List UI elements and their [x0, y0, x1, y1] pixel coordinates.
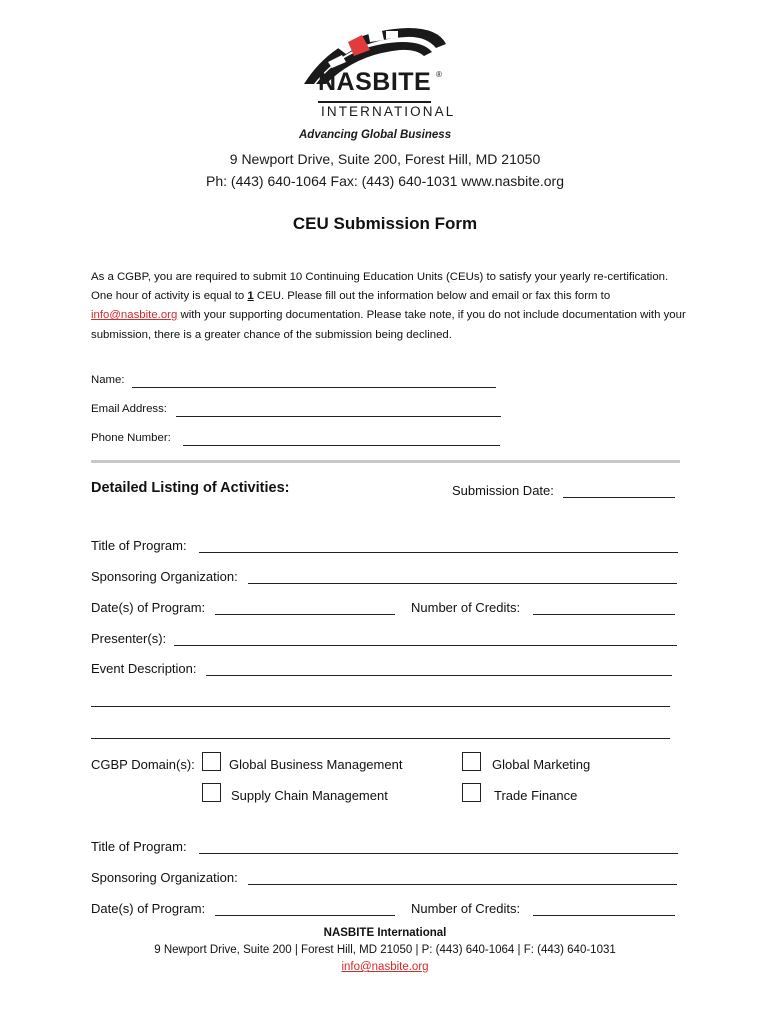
- event-description-line-2[interactable]: [91, 706, 670, 707]
- domain-checkbox-global-business-management[interactable]: [202, 752, 221, 771]
- domain-label-supply-chain-management: Supply Chain Management: [231, 788, 388, 803]
- header-address: 9 Newport Drive, Suite 200, Forest Hill, MD 21050: [229, 151, 541, 167]
- logo-wordmark: NASBITE: [318, 68, 432, 96]
- header-contact: Ph: (443) 640-1064 Fax: (443) 640-1031 www.nasbite.org: [206, 173, 564, 189]
- program-title-field[interactable]: [199, 552, 678, 553]
- domains-label: CGBP Domain(s):: [91, 757, 195, 772]
- credits-field-2[interactable]: [533, 915, 675, 916]
- activities-section-title: Detailed Listing of Activities:: [91, 480, 290, 496]
- name-label: Name:: [91, 374, 125, 386]
- intro-ceu-number: 1: [247, 290, 254, 303]
- credits-label-2: Number of Credits:: [411, 901, 521, 916]
- logo-tagline: Advancing Global Business: [299, 129, 452, 141]
- program-title-label: Title of Program:: [91, 538, 187, 553]
- logo-subtitle: INTERNATIONAL: [321, 104, 456, 119]
- logo-rule: [318, 101, 431, 103]
- footer-email-wrapper: [0, 961, 770, 973]
- program-dates-field[interactable]: [215, 614, 395, 615]
- domain-label-global-marketing: Global Marketing: [492, 757, 591, 772]
- registered-mark: ®: [436, 70, 442, 79]
- intro-paragraph: As a CGBP, you are required to submit 10 Continuing Education Units (CEUs) to satisfy your yearly re-certification. One hour of activity is equal to 1 CEU. Please fill out the information below and email or fax this form to info@nasbite.org with your supporting documentation. Please take note, if you do not include documentation with your submission, there is a greater chance of the submission being declined.: [91, 271, 686, 341]
- footer-address: 9 Newport Drive, Suite 200 | Forest Hill, MD 21050 | P: (443) 640-1064 | F: (443) 640-1031: [154, 944, 616, 956]
- section-divider: [91, 460, 680, 463]
- sponsor-field[interactable]: [248, 583, 677, 584]
- phone-field[interactable]: [183, 445, 500, 446]
- submission-date-field[interactable]: [563, 497, 675, 498]
- sponsor-label-2: Sponsoring Organization:: [91, 870, 238, 885]
- program-title-field-2[interactable]: [199, 853, 678, 854]
- footer-email-link[interactable]: info@nasbite.org: [341, 961, 429, 973]
- domain-checkbox-trade-finance[interactable]: [462, 783, 481, 802]
- domain-checkbox-supply-chain-management[interactable]: [202, 783, 221, 802]
- form-title: CEU Submission Form: [292, 214, 478, 233]
- event-description-label: Event Description:: [91, 661, 197, 676]
- email-label: Email Address:: [91, 403, 167, 415]
- credits-label: Number of Credits:: [411, 600, 521, 615]
- phone-label: Phone Number:: [91, 432, 171, 444]
- domain-label-trade-finance: Trade Finance: [494, 788, 578, 803]
- intro-email-link[interactable]: info@nasbite.org: [91, 309, 178, 322]
- domain-label-global-business-management: Global Business Management: [229, 757, 403, 772]
- footer-org-name: NASBITE International: [323, 927, 447, 939]
- presenters-label: Presenter(s):: [91, 631, 167, 646]
- program-dates-field-2[interactable]: [215, 915, 395, 916]
- domain-checkbox-global-marketing[interactable]: [462, 752, 481, 771]
- program-title-label-2: Title of Program:: [91, 839, 187, 854]
- program-dates-label-2: Date(s) of Program:: [91, 901, 206, 916]
- credits-field[interactable]: [533, 614, 675, 615]
- event-description-field[interactable]: [206, 675, 672, 676]
- email-field[interactable]: [176, 416, 501, 417]
- sponsor-field-2[interactable]: [248, 884, 677, 885]
- presenters-field[interactable]: [174, 645, 677, 646]
- program-dates-label: Date(s) of Program:: [91, 600, 206, 615]
- event-description-line-3[interactable]: [91, 738, 670, 739]
- submission-date-label: Submission Date:: [452, 483, 554, 498]
- sponsor-label: Sponsoring Organization:: [91, 569, 238, 584]
- name-field[interactable]: [132, 387, 496, 388]
